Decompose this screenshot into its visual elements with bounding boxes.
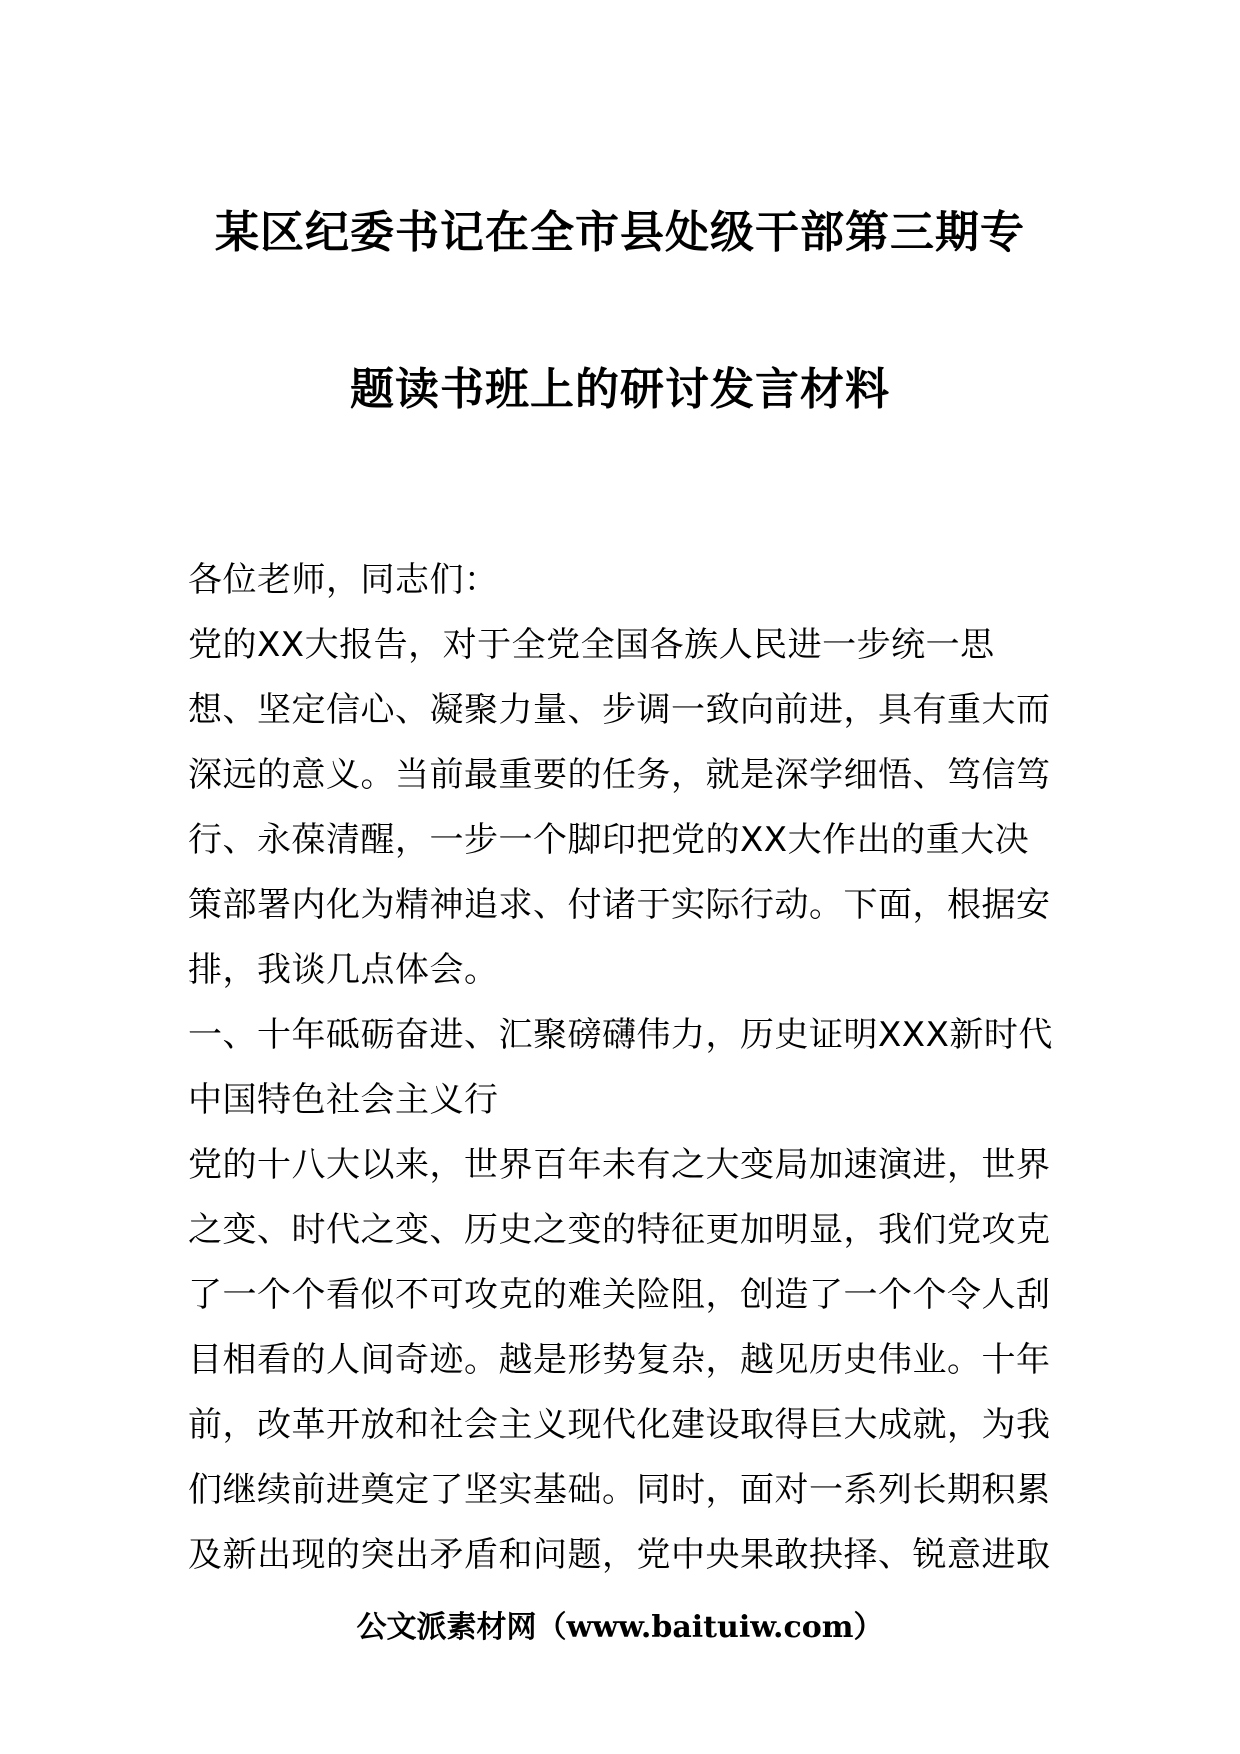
paragraph-section-1: 党的十八大以来，世界百年未有之大变局加速演进，世界之变、时代之变、历史之变的特征更加明显，我们党攻克了一个个看似不可攻克的难关险阻，创造了一个个令人刮目相看的人间奇迹。越是形势复杂，越见历史伟业。十年前，改革开放和社会主义现代化建设取得巨大成就，为我们继续前进奠定了坚实基础。同时，面对一系列长期积累及新出现的突出矛盾和问题，党中央果敢抉择、锐意进取 xyxy=(188,1145,1051,1575)
document-title-line-2: 题读书班上的研讨发言材料 xyxy=(350,364,890,415)
paragraph-intro: 党的XX大报告，对于全党全国各族人民进一步统一思想、坚定信心、凝聚力量、步调一致向前进，具有重大而深远的意义。当前最重要的任务，就是深学细悟、笃信笃行、永葆清醒，一步一个脚印把党的XX大作出的重大决策部署内化为精神追求、付诸于实际行动。下面，根据安排，我谈几点体会。 xyxy=(188,625,1051,990)
document-title-line-1: 某区纪委书记在全市县处级干部第三期专 xyxy=(215,207,1025,258)
salutation: 各位老师，同志们： xyxy=(188,560,499,600)
document-body xyxy=(188,548,1056,1588)
footer-source: 公文派素材网（www.baituiw.com） xyxy=(356,1610,884,1645)
section-heading-1: 一、十年砥砺奋进、汇聚磅礴伟力，历史证明XXX新时代中国特色社会主义行 xyxy=(188,1015,1053,1120)
